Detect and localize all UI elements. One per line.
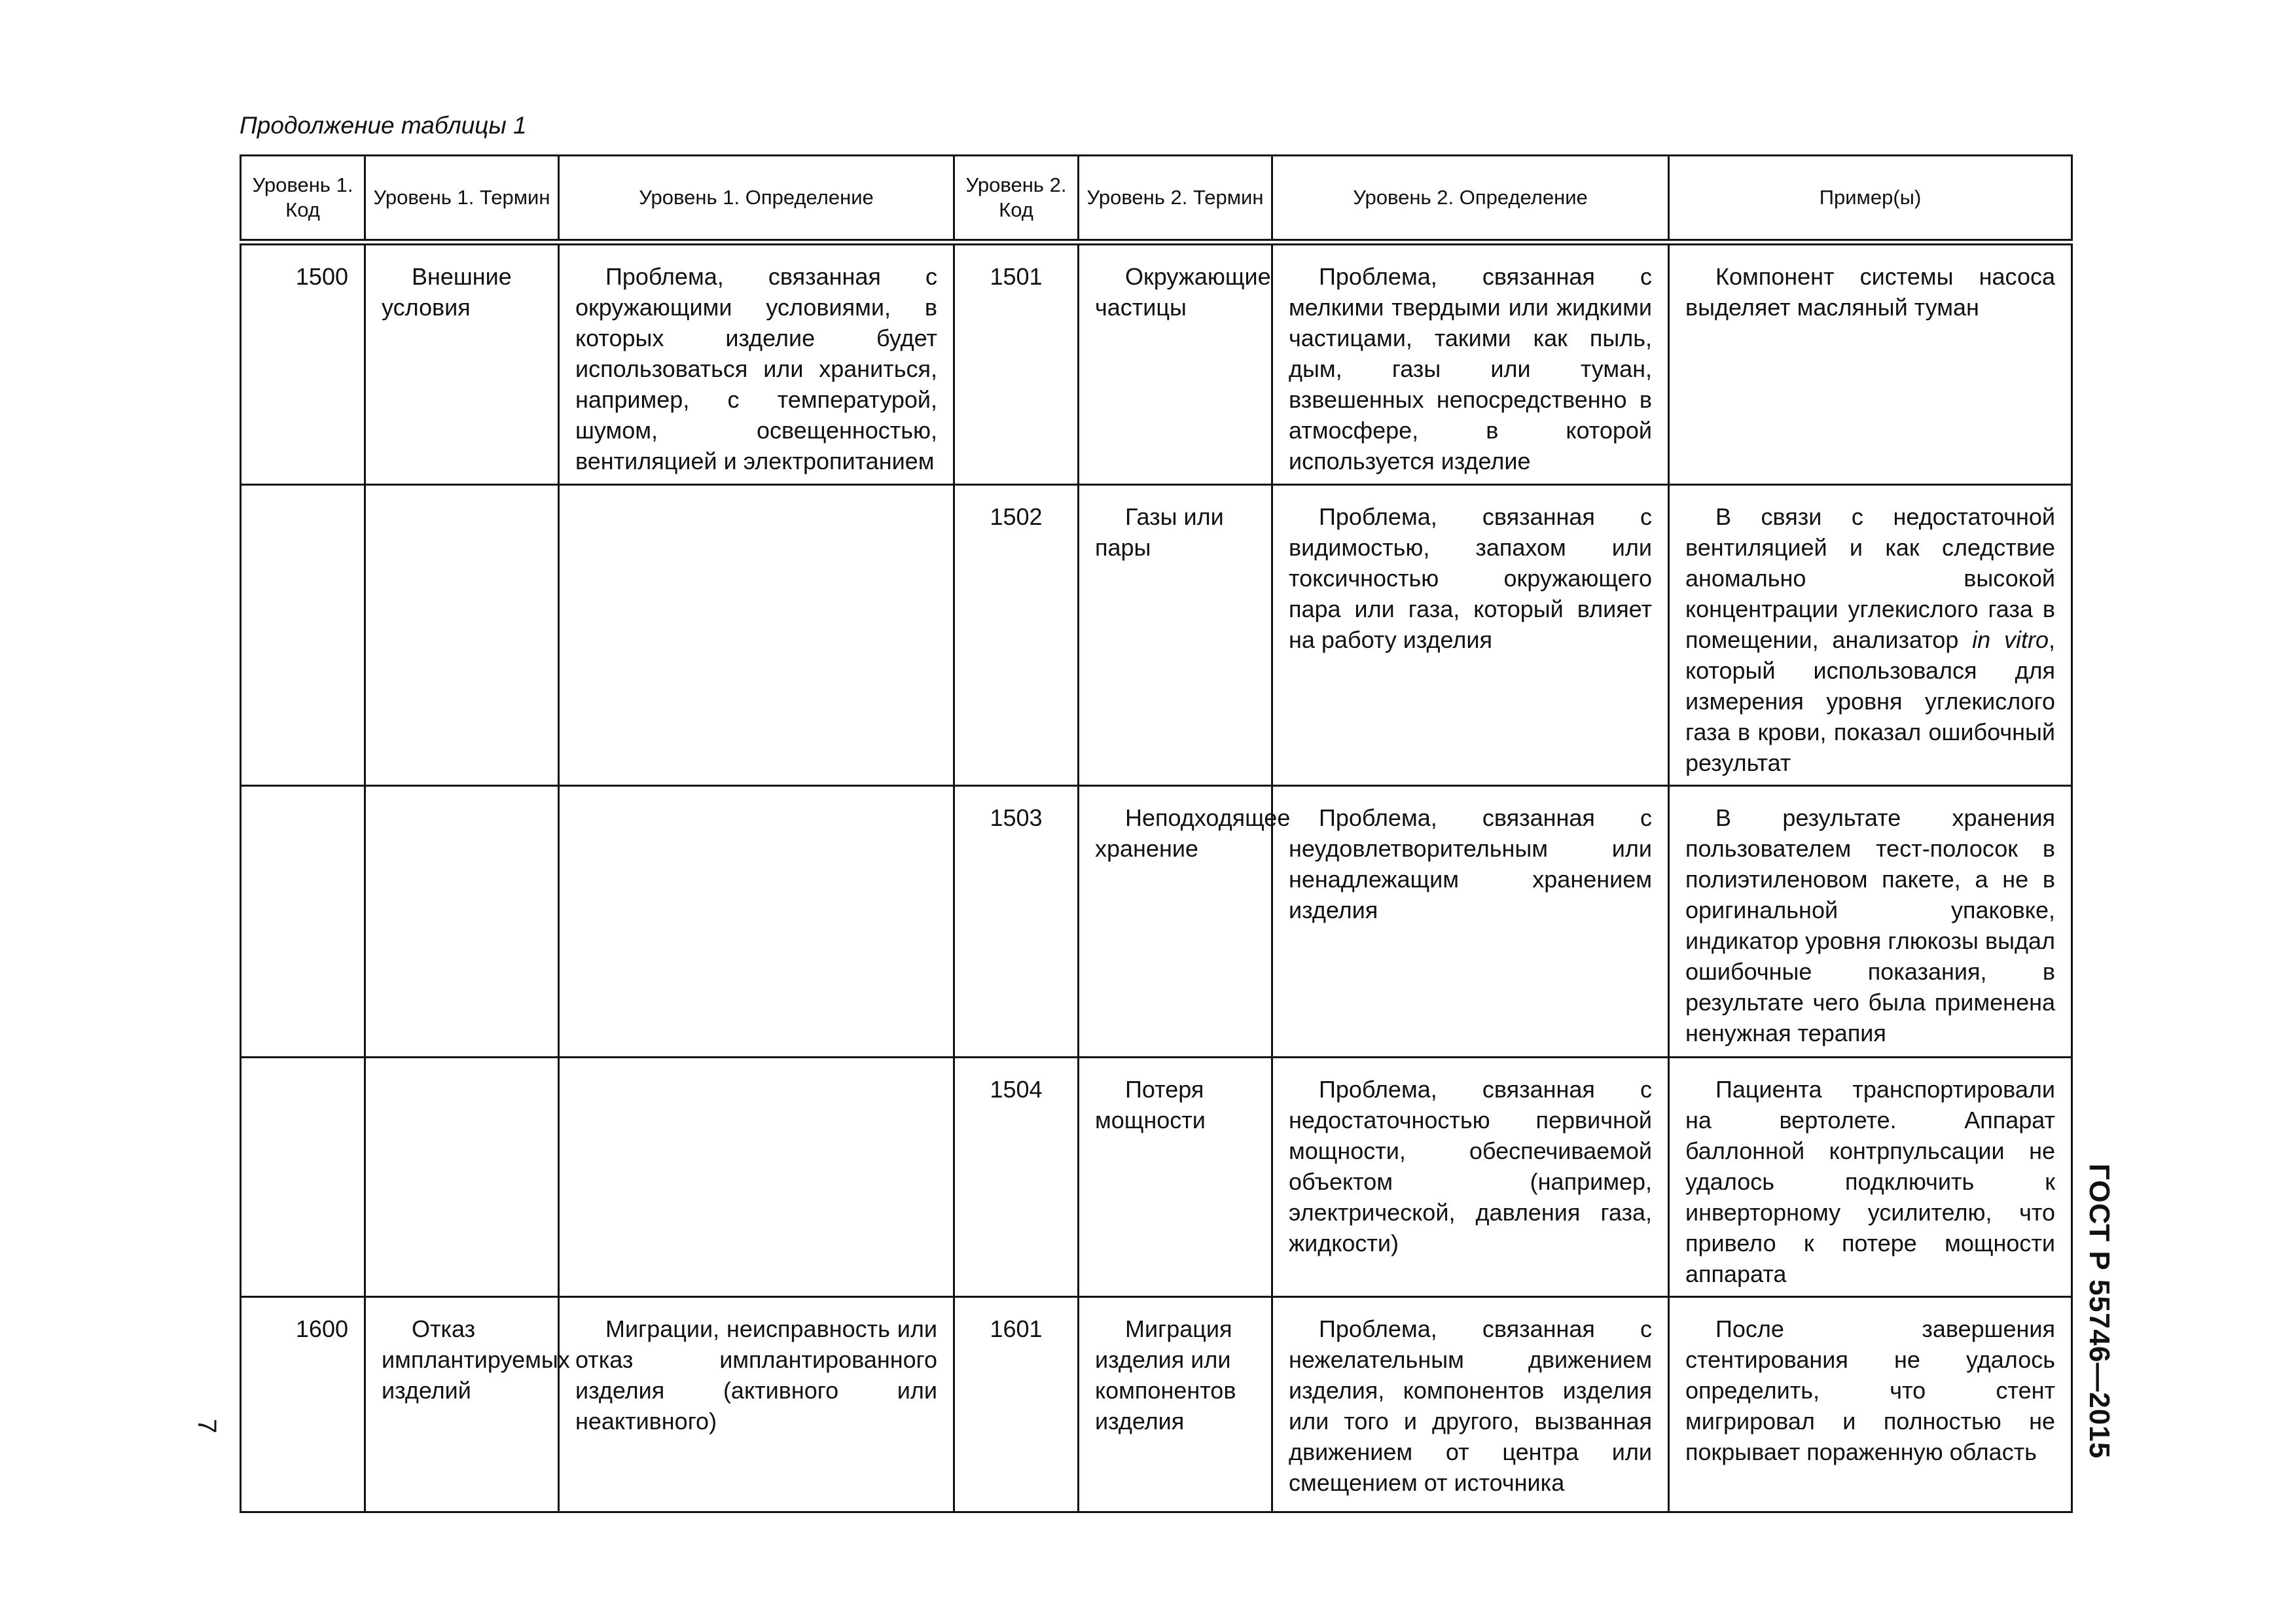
level1-code-cell bbox=[241, 786, 365, 1058]
example-cell: В результате хранения пользователем тест-полосок в полиэтиленовом пакете, а не в оригинальной упаковке, индикатор уровня глюкозы выдал ошибочные показания, в результате чего была применена ненужная терапия bbox=[1669, 786, 2072, 1058]
table-row bbox=[241, 242, 2072, 485]
level2-definition-cell: Проблема, связанная с недостаточностью первичной мощности, обеспечиваемой объектом (например, электрической, давления газа, жидкости) bbox=[1272, 1058, 1669, 1297]
level1-term-cell bbox=[365, 485, 559, 786]
example-cell: После завершения стентирования не удалось определить, что стент мигрировал и полностью не покрывает пораженную область bbox=[1669, 1297, 2072, 1512]
header-level2-definition: Уровень 2. Определение bbox=[1272, 156, 1669, 243]
level1-term-cell: Отказ имплантируемых изделий bbox=[365, 1297, 559, 1512]
page-number: 7 bbox=[192, 1419, 221, 1434]
level2-definition-cell: Проблема, связанная с нежелательным движением изделия, компонентов изделия или того и другого, вызванная движением от центра или смещением от источника bbox=[1272, 1297, 1669, 1512]
header-level2-term: Уровень 2. Термин bbox=[1079, 156, 1272, 243]
level1-code-cell bbox=[241, 485, 365, 786]
level1-definition-cell: Миграции, неисправность или отказ имплантированного изделия (активного или неактивного) bbox=[559, 1297, 954, 1512]
level1-term-cell bbox=[365, 786, 559, 1058]
header-level1-definition: Уровень 1. Определение bbox=[559, 156, 954, 243]
classification-table bbox=[240, 154, 2073, 1513]
table-header-row bbox=[241, 156, 2072, 243]
table-caption: Продолжение таблицы 1 bbox=[240, 112, 527, 139]
level1-definition-cell bbox=[559, 1058, 954, 1297]
level1-term-cell: Внешние условия bbox=[365, 242, 559, 485]
level1-term-cell bbox=[365, 1058, 559, 1297]
header-level2-code: Уровень 2. Код bbox=[954, 156, 1079, 243]
example-italic-term: in vitro bbox=[1972, 626, 2049, 653]
level2-code-cell: 1504 bbox=[954, 1058, 1079, 1297]
example-cell bbox=[1669, 485, 2072, 786]
level1-definition-cell bbox=[559, 786, 954, 1058]
table-row bbox=[241, 485, 2072, 786]
level2-term-cell: Потеря мощности bbox=[1079, 1058, 1272, 1297]
header-level1-code: Уровень 1. Код bbox=[241, 156, 365, 243]
document-standard-code: ГОСТ Р 55746—2015 bbox=[2083, 1164, 2115, 1459]
level2-code-cell: 1601 bbox=[954, 1297, 1079, 1512]
header-examples: Пример(ы) bbox=[1669, 156, 2072, 243]
example-text-end: , который использовался для измерения уровня углекислого газа в крови, показал ошибочный результат bbox=[1685, 626, 2056, 776]
level1-definition-cell bbox=[559, 485, 954, 786]
table-row bbox=[241, 1297, 2072, 1512]
level1-code-cell: 1500 bbox=[241, 242, 365, 485]
header-level1-term: Уровень 1. Термин bbox=[365, 156, 559, 243]
level1-code-cell: 1600 bbox=[241, 1297, 365, 1512]
level2-term-cell: Неподходящее хранение bbox=[1079, 786, 1272, 1058]
level2-definition-cell: Проблема, связанная с мелкими твердыми или жидкими частицами, такими как пыль, дым, газы или туман, взвешенных непосредственно в атмосфере, в которой используется изделие bbox=[1272, 242, 1669, 485]
level1-code-cell bbox=[241, 1058, 365, 1297]
level1-definition-cell: Проблема, связанная с окружающими условиями, в которых изделие будет использоваться или храниться, например, с температурой, шумом, освещенностью, вентиляцией и электропитанием bbox=[559, 242, 954, 485]
level2-term-cell: Миграция изделия или компонентов изделия bbox=[1079, 1297, 1272, 1512]
level2-term-cell: Газы или пары bbox=[1079, 485, 1272, 786]
level2-definition-cell: Проблема, связанная с видимостью, запахом или токсичностью окружающего пара или газа, который влияет на работу изделия bbox=[1272, 485, 1669, 786]
table-row bbox=[241, 1058, 2072, 1297]
level2-code-cell: 1503 bbox=[954, 786, 1079, 1058]
example-text-start: В связи с недостаточной вентиляцией и как следствие аномально высокой концентрации углекислого газа в помещении, анализатор bbox=[1685, 503, 2055, 653]
level2-code-cell: 1501 bbox=[954, 242, 1079, 485]
level2-code-cell: 1502 bbox=[954, 485, 1079, 786]
level2-definition-cell: Проблема, связанная с неудовлетворительным или ненадлежащим хранением изделия bbox=[1272, 786, 1669, 1058]
example-cell: Компонент системы насоса выделяет масляный туман bbox=[1669, 242, 2072, 485]
table-row bbox=[241, 786, 2072, 1058]
example-cell: Пациента транспортировали на вертолете. Аппарат баллонной контрпульсации не удалось подключить к инверторному усилителю, что привело к потере мощности аппарата bbox=[1669, 1058, 2072, 1297]
level2-term-cell: Окружающие частицы bbox=[1079, 242, 1272, 485]
